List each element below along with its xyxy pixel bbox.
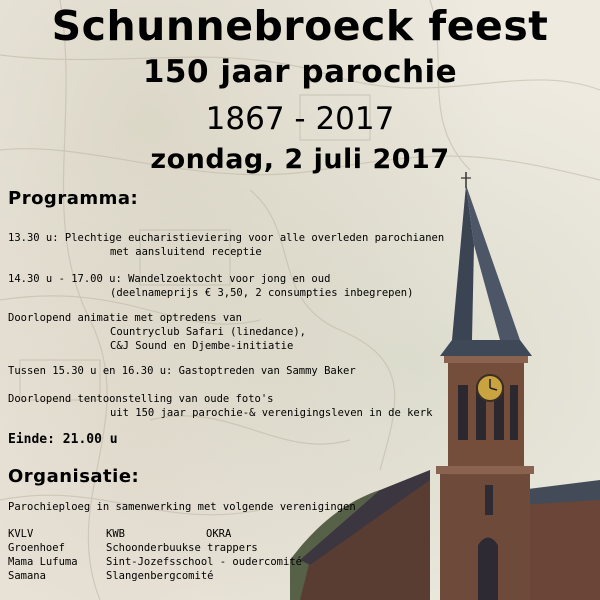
einde-time: Einde: 21.00 u [8,432,118,447]
program-item-1-line2: met aansluitend receptie [110,246,262,258]
org-col2-item: Schoonderbuukse trappers [106,542,258,554]
program-item-5-line1: Doorlopend tentoonstelling van oude foto's [8,393,274,405]
poster-subtitle: 150 jaar parochie [142,54,458,90]
poster-title: Schunnebroeck feest [51,2,549,50]
org-col1-item: Mama Lufuma [8,556,78,568]
org-col2-item: Sint-Jozefsschool - oudercomité [106,556,302,568]
org-col1-item: Groenhoef [8,542,65,554]
org-col3-item: OKRA [206,528,232,540]
program-item-4-line1: Tussen 15.30 u en 16.30 u: Gastoptreden van Sammy Baker [8,365,356,377]
organisatie-intro: Parochieploeg in samenwerking met volgende verenigingen [8,501,356,513]
program-item-3-line1: Doorlopend animatie met optredens van [8,312,242,324]
programma-heading: Programma: [8,188,139,209]
poster-years: 1867 - 2017 [205,101,395,137]
program-item-5-line2: uit 150 jaar parochie-& verenigingsleven in de kerk [110,407,433,419]
program-item-3-line3: C&J Sound en Djembe-initiatie [110,340,294,352]
program-item-2-line1: 14.30 u - 17.00 u: Wandelzoektocht voor jong en oud [8,273,331,285]
program-item-1-line1: 13.30 u: Plechtige eucharistieviering voor alle overleden parochianen [8,232,445,244]
org-col1-item: KVLV [8,528,34,540]
org-col1-item: Samana [8,570,46,582]
program-item-3-line2: Countryclub Safari (linedance), [110,326,306,338]
event-date: zondag, 2 juli 2017 [150,144,450,175]
org-col2-item: Slangenbergcomité [106,570,214,582]
program-item-2-line2: (deelnameprijs € 3,50, 2 consumpties inbegrepen) [110,287,414,299]
org-col2-item: KWB [106,528,125,540]
organisatie-heading: Organisatie: [8,466,140,487]
